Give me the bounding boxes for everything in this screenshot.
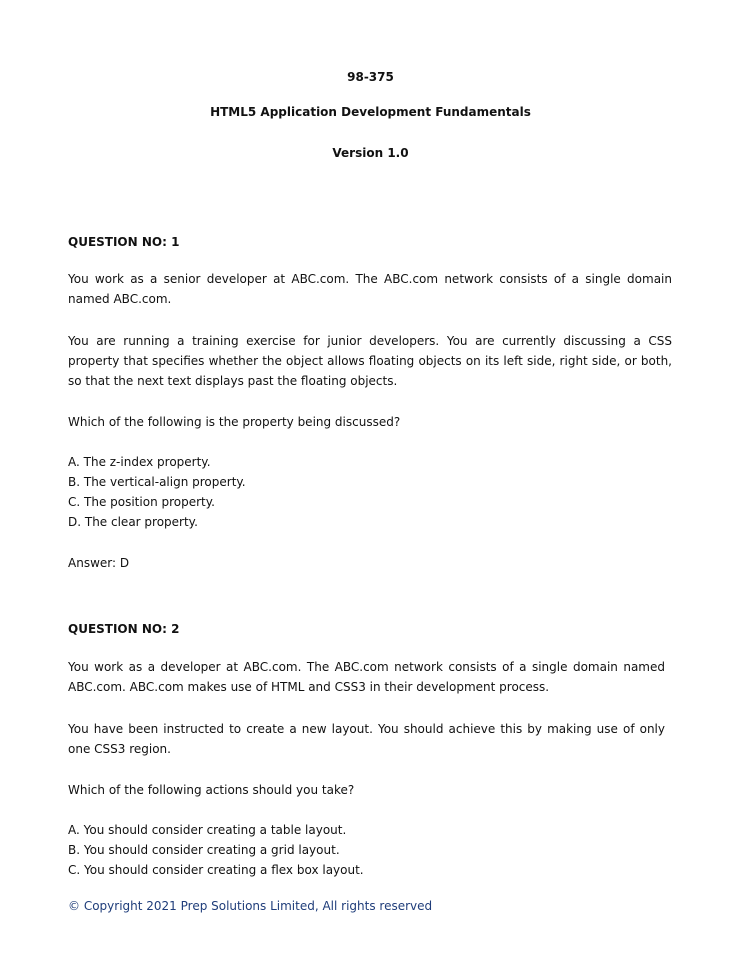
question-1-option-d: D. The clear property. [68,515,198,529]
question-2-heading: QUESTION NO: 2 [68,622,180,636]
exam-version: Version 1.0 [332,146,409,160]
question-2-option-a: A. You should consider creating a table layout. [68,823,347,837]
question-1-option-a: A. The z-index property. [68,455,211,469]
question-2-prompt: Which of the following actions should you take? [68,783,355,797]
question-2-options [68,820,672,880]
question-2-paragraph-2: You have been instructed to create a new layout. You should achieve this by making use of only one CSS3 region. [68,722,665,756]
exam-code: 98-375 [347,70,394,84]
question-1-answer: Answer: D [68,556,130,570]
question-1-heading: QUESTION NO: 1 [68,235,180,249]
question-2-option-b: B. You should consider creating a grid layout. [68,843,340,857]
question-1-prompt: Which of the following is the property being discussed? [68,415,401,429]
question-1-options [68,452,672,532]
question-1-paragraph-2: You are running a training exercise for junior developers. You are currently discussing a CSS property that specifies whether the object allows floating objects on its left side, right side, or both, so that the next text displays past the floating objects. [68,334,672,388]
question-1-option-b: B. The vertical-align property. [68,475,246,489]
question-1-paragraph-1: You work as a senior developer at ABC.com. The ABC.com network consists of a single domain named ABC.com. [68,272,672,306]
question-1-option-c: C. The position property. [68,495,215,509]
exam-title: HTML5 Application Development Fundamentals [210,105,531,119]
question-2-paragraph-1: You work as a developer at ABC.com. The ABC.com network consists of a single domain named ABC.com. ABC.com makes use of HTML and CSS3 in their development process. [68,660,665,694]
question-2-option-c: C. You should consider creating a flex box layout. [68,863,364,877]
copyright-footer: © Copyright 2021 Prep Solutions Limited, All rights reserved [68,899,433,913]
